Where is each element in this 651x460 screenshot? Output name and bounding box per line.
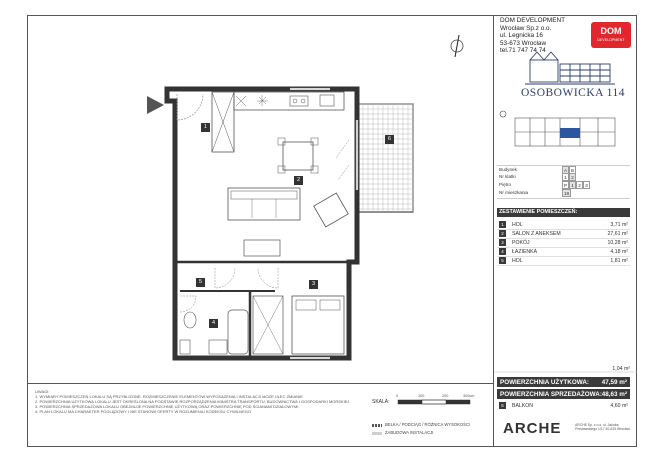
logo-subtext: DEVELOPMENT xyxy=(597,38,625,42)
info-value: 1 xyxy=(562,173,569,181)
usable-area-label: POWIERZCHNIA UŻYTKOWA: xyxy=(500,379,589,386)
key-plan xyxy=(500,111,615,146)
balcony-row xyxy=(497,401,630,410)
info-value: P xyxy=(563,183,568,188)
developer-info xyxy=(500,17,565,55)
arche-address: ARCHE Sp. z o.o. ul. Jakuba Prestawskiego 1/17 40-629 Wrocław xyxy=(575,423,630,432)
entrance-arrow xyxy=(147,96,164,114)
room-area: 4,60 m² xyxy=(610,402,628,409)
room-number: 3 xyxy=(499,239,506,246)
plan-label-5: 5 xyxy=(196,278,205,287)
legend-beam: BELKA / PODCIĄG / RÓŻNICA WYSOKOŚCI xyxy=(385,422,471,427)
note-line: 2. POWIERZCHNIA UŻYTKOWA LOKALU JEST OKREŚLONA NA PODSTAWIE ROZPORZĄDZENIA MINISTRA TRANSPORTU, BUDOWNICTWA I GOSPODARKI MORSKIEJ xyxy=(35,399,350,404)
sale-area-label: POWIERZCHNIA SPRZEDAŻOWA: xyxy=(500,391,602,398)
plan-label-3: 3 xyxy=(309,280,318,289)
plan-label-2: 2 xyxy=(294,176,303,185)
legend-installation-swatch xyxy=(372,432,382,435)
plan-label-1: 1 xyxy=(201,123,210,132)
note-line: 3. POWIERZCHNIA SPRZEDAŻOWA LOKALU OBEJMUJE POWIERZCHNIĘ UŻYTKOWĄ ORAZ POWIERZCHNIĘ POD ŚCIANAMI DZIAŁOWYMI xyxy=(35,404,299,409)
developer-line: ul. Legnicka 16 xyxy=(500,32,543,40)
scale-tick: 100 xyxy=(418,394,425,398)
info-value: A xyxy=(563,168,568,173)
note-line: 4. PLAN LOKALU MA CHARAKTER POGLĄDOWY I NIE STANOWI OFERTY W ROZUMIENIU KODEKSU CYWILNEGO xyxy=(35,409,251,414)
scale-tick: 0 xyxy=(396,394,399,398)
info-label: Piętro xyxy=(499,182,512,187)
notes-title: UWAGI: xyxy=(35,389,50,394)
usable-area-banner xyxy=(497,377,630,387)
info-value: B xyxy=(570,168,575,173)
room-area: 27,61 m² xyxy=(607,230,628,237)
room-area: 4,18 m² xyxy=(610,248,628,255)
logo-text: DOM xyxy=(600,26,622,36)
room-name: SALON Z ANEKSEM xyxy=(512,230,561,237)
info-value: 1 xyxy=(569,181,576,189)
dom-logo xyxy=(591,22,631,48)
room-area: 3,71 m² xyxy=(610,221,628,228)
info-value: 2 xyxy=(576,181,583,189)
info-label: Budynek xyxy=(499,167,517,172)
balcony-grid xyxy=(358,104,413,212)
room-number: 4 xyxy=(499,248,506,255)
arche-logo: ARCHE xyxy=(503,420,562,437)
usable-area-value: 47,59 m² xyxy=(601,379,627,386)
scale-bar xyxy=(398,400,470,404)
room-number: 2 xyxy=(499,230,506,237)
room-name: POKÓJ xyxy=(512,239,530,246)
room-number: 1 xyxy=(499,221,506,228)
developer-line: tel.71 747 74 74 xyxy=(500,47,546,55)
building-illustration-icon xyxy=(525,52,615,84)
room-row xyxy=(497,256,630,266)
scale-tick: 200 xyxy=(442,394,449,398)
developer-line: Wrocław Sp.z o.o. xyxy=(500,24,552,32)
legend-beam-swatch xyxy=(372,424,382,427)
info-value: 3 xyxy=(583,181,590,189)
room-name: HOL xyxy=(512,221,523,228)
room-area: 1,81 m² xyxy=(610,257,628,264)
room-number: 6 xyxy=(499,402,506,409)
extra-area: 1,04 m² xyxy=(612,366,630,372)
legend-installation: ZABUDOWA INSTALACJI xyxy=(385,430,434,435)
project-name: OSOBOWICKA 114 xyxy=(521,87,626,99)
sale-area-value: 48,63 m² xyxy=(601,391,627,398)
room-area: 10,28 m² xyxy=(607,239,628,246)
developer-line: 53-673 Wrocław xyxy=(500,39,547,47)
entry-door xyxy=(177,94,203,120)
info-value: 2 xyxy=(569,173,576,181)
plan-label-6: 6 xyxy=(385,135,394,144)
room-number: 5 xyxy=(499,257,506,264)
scale-label: SKALA: xyxy=(372,399,390,405)
rooms-header: ZESTAWIENIE POMIESZCZEŃ: xyxy=(497,208,630,217)
room-name: ŁAZIENKA xyxy=(512,248,538,255)
info-value: 18 xyxy=(563,191,570,196)
info-row-apartment xyxy=(497,189,630,199)
developer-line: DOM DEVELOPMENT xyxy=(500,17,565,24)
compass-icon xyxy=(451,35,463,57)
notes-block xyxy=(35,389,355,414)
info-label: Nr mieszkania xyxy=(499,190,529,195)
note-line: 1. WYMIARY POMIESZCZEŃ LOKALU SĄ PRZYBLIŻONE. ROZMIESZCZENIE ELEMENTÓW WYPOSAŻENIA I INSTALACJI MOŻE ULEC ZMIANIE xyxy=(35,394,303,399)
plan-label-4: 4 xyxy=(209,319,218,328)
sale-area-banner xyxy=(497,389,630,399)
scale-tick: 300cm xyxy=(463,394,475,398)
room-name: BALKON xyxy=(512,402,534,409)
info-label: Nr klatki xyxy=(499,174,516,179)
room-name: HOL xyxy=(512,257,523,264)
